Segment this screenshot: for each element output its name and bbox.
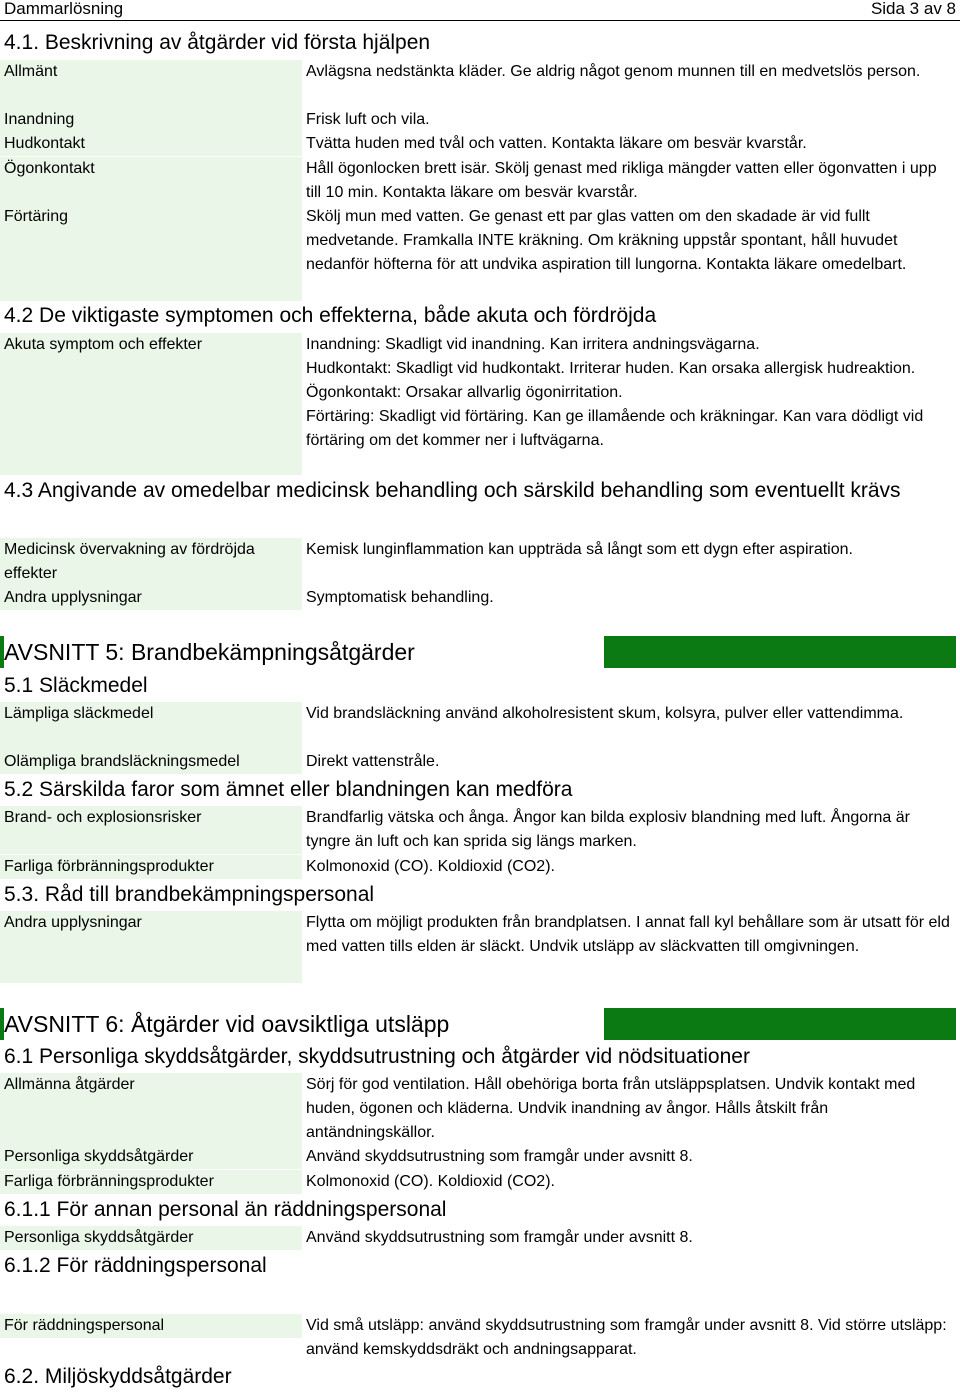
row-label-for-raddningspersonal: För räddningspersonal <box>0 1314 302 1338</box>
row-label-inandning: Inandning <box>0 108 302 132</box>
section-6-banner <box>0 1008 956 1040</box>
heading-6-1-2: 6.1.2 För räddningspersonal <box>4 1254 267 1277</box>
row-value-inandning: Frisk luft och vila. <box>306 111 430 128</box>
row-value-personliga-skyddsatgarder-6-1-1: Använd skyddsutrustning som framgår under avsnitt 8. <box>306 1229 693 1246</box>
row-label-akuta-symptom: Akuta symptom och effekter <box>0 333 302 475</box>
section-5-banner <box>0 636 956 668</box>
row-value-andra-upplysningar: Symptomatisk behandling. <box>306 589 494 606</box>
row-value-allmant: Avlägsna nedstänkta kläder. Ge aldrig något genom munnen till en medvetslös person. <box>306 63 921 80</box>
row-value-akuta-symptom <box>306 333 956 453</box>
row-label-farliga-forbranningsprodukter-6: Farliga förbränningsprodukter <box>0 1170 302 1194</box>
row-value-farliga-forbranningsprodukter: Kolmonoxid (CO). Koldioxid (CO2). <box>306 858 555 875</box>
symptom-inandning: Inandning: Skadligt vid inandning. Kan irritera andningsvägarna. <box>306 336 760 353</box>
row-label-brand-explosionsrisker: Brand- och explosionsrisker <box>0 806 302 854</box>
row-label-allmanna-atgarder: Allmänna åtgärder <box>0 1073 302 1145</box>
row-value-allmanna-atgarder: Sörj för god ventilation. Håll obehöriga borta från utsläppsplatsen. Undvik kontakt med huden, ögonen och kläderna. Undvik inandning av ångor. Hålls åtskilt från antändningskällor. <box>306 1076 916 1141</box>
row-value-brand-explosionsrisker: Brandfarlig vätska och ånga. Ångor kan bilda explosiv blandning med luft. Ångorna är tyngre än luft och kan sprida sig längs marken. <box>306 809 910 850</box>
row-value-medicinsk-overvakning: Kemisk lunginflammation kan uppträda så långt som ett dygn efter aspiration. <box>306 541 853 558</box>
row-value-olampliga-slackmedel: Direkt vattenstråle. <box>306 753 440 770</box>
section-5-title: AVSNITT 5: Brandbekämpningsåtgärder <box>4 639 415 665</box>
row-label-olampliga-slackmedel: Olämpliga brandsläckningsmedel <box>0 750 302 774</box>
row-value-andra-upplysningar-5-3: Flytta om möjligt produkten från brandplatsen. I annat fall kyl behållare som är utsatt för eld med vatten tills elden är släckt. Undvik utsläpp av släckvatten till omgivningen. <box>306 914 950 955</box>
row-value-fortaring: Skölj mun med vatten. Ge genast ett par glas vatten om den skadade är vid fullt medvetande. Framkalla INTE kräkning. Om kräkning uppstår spontant, håll huvudet nedanför höfterna för att undvika aspiration till lungorna. Kontakta läkare omedelbart. <box>306 208 907 273</box>
row-label-andra-upplysningar-5-3: Andra upplysningar <box>0 911 302 983</box>
heading-6-1-1: 6.1.1 För annan personal än räddningspersonal <box>4 1198 447 1221</box>
row-label-hudkontakt: Hudkontakt <box>0 132 302 156</box>
row-label-allmant: Allmänt <box>0 60 302 108</box>
document-title: Dammarlösning <box>4 0 124 18</box>
row-label-farliga-forbranningsprodukter: Farliga förbränningsprodukter <box>0 855 302 879</box>
heading-4-1: 4.1. Beskrivning av åtgärder vid första hjälpen <box>4 31 431 54</box>
heading-6-1: 6.1 Personliga skyddsåtgärder, skyddsutrustning och åtgärder vid nödsituationer <box>4 1045 750 1068</box>
heading-4-3: 4.3 Angivande av omedelbar medicinsk behandling och särskild behandling som eventuellt krävs <box>4 479 901 502</box>
row-value-lampliga-slackmedel: Vid brandsläckning använd alkoholresistent skum, kolsyra, pulver eller vattendimma. <box>306 705 904 722</box>
row-value-farliga-forbranningsprodukter-6: Kolmonoxid (CO). Koldioxid (CO2). <box>306 1173 555 1190</box>
row-value-for-raddningspersonal: Vid små utsläpp: använd skyddsutrustning som framgår under avsnitt 8. Vid större utsläpp: använd kemskyddsdräkt och andningsapparat. <box>306 1317 947 1358</box>
row-label-medicinsk-overvakning: Medicinsk övervakning av fördröjda effekter <box>0 538 302 586</box>
row-label-personliga-skyddsatgarder-6-1-1: Personliga skyddsåtgärder <box>0 1226 302 1250</box>
row-label-fortaring: Förtäring <box>0 205 302 301</box>
heading-6-2: 6.2. Miljöskyddsåtgärder <box>4 1365 232 1388</box>
row-value-hudkontakt: Tvätta huden med tvål och vatten. Kontakta läkare om besvär kvarstår. <box>306 135 807 152</box>
section-6-title: AVSNITT 6: Åtgärder vid oavsiktliga utsläpp <box>4 1011 450 1037</box>
header-rule <box>0 20 960 21</box>
symptom-hudkontakt: Hudkontakt: Skadligt vid hudkontakt. Irriterar huden. Kan orsaka allergisk hudreaktion. <box>306 360 916 377</box>
row-label-andra-upplysningar: Andra upplysningar <box>0 586 302 610</box>
row-value-ogonkontakt: Håll ögonlocken brett isär. Skölj genast med rikliga mängder vatten eller ögonvatten i upp till 10 min. Kontakta läkare om besvär kvarstår. <box>306 160 937 201</box>
row-label-ogonkontakt: Ögonkontakt <box>0 157 302 205</box>
heading-5-1: 5.1 Släckmedel <box>4 674 148 697</box>
row-label-personliga-skyddsatgarder: Personliga skyddsåtgärder <box>0 1145 302 1169</box>
heading-5-2: 5.2 Särskilda faror som ämnet eller blandningen kan medföra <box>4 778 573 801</box>
row-label-lampliga-slackmedel: Lämpliga släckmedel <box>0 702 302 750</box>
symptom-fortaring: Förtäring: Skadligt vid förtäring. Kan ge illamående och kräkningar. Kan vara dödligt vid förtäring om det kommer ner i luftvägarna. <box>306 408 924 449</box>
heading-5-3: 5.3. Råd till brandbekämpningspersonal <box>4 883 375 906</box>
symptom-ogonkontakt: Ögonkontakt: Orsakar allvarlig ögonirritation. <box>306 384 623 401</box>
page-number: Sida 3 av 8 <box>870 0 956 18</box>
row-value-personliga-skyddsatgarder: Använd skyddsutrustning som framgår under avsnitt 8. <box>306 1148 693 1165</box>
heading-4-2: 4.2 De viktigaste symptomen och effekterna, både akuta och fördröjda <box>4 304 657 327</box>
